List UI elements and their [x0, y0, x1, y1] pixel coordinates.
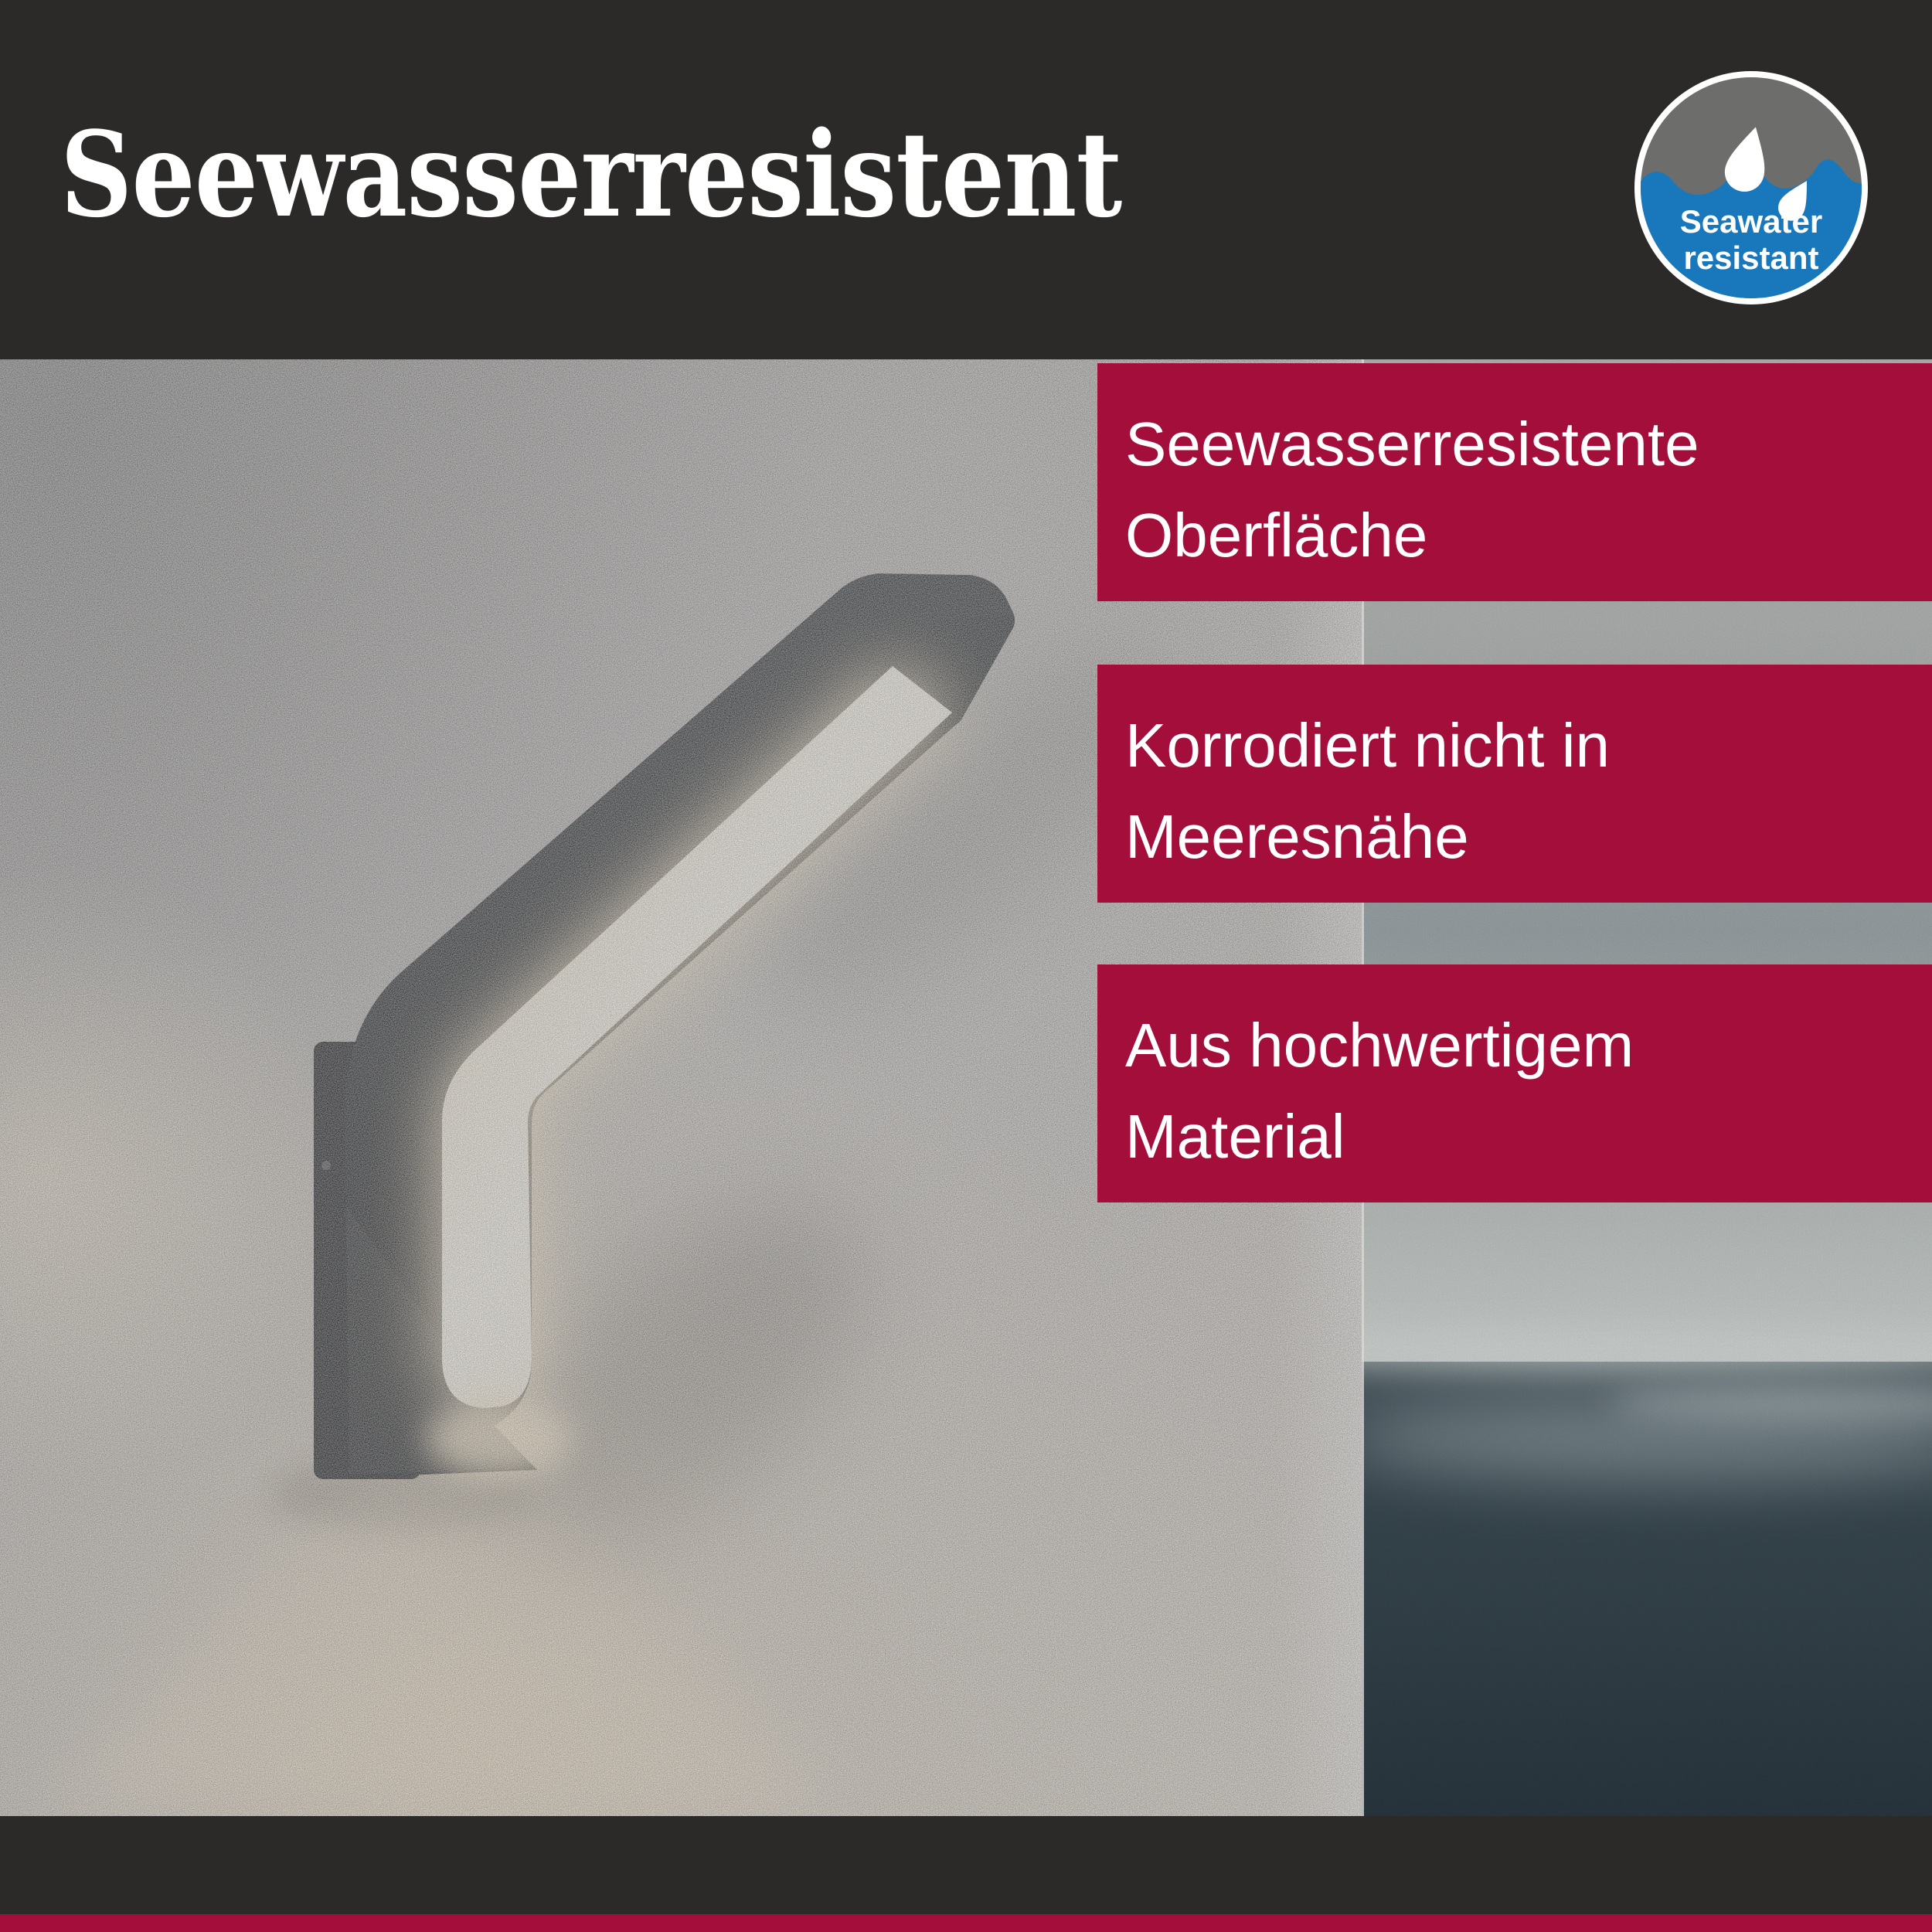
badge-label-line2: resistant	[1683, 240, 1819, 276]
benefit-banner-corrosion	[1097, 665, 1932, 903]
benefit-text-line: Aus hochwertigem	[1125, 1011, 1634, 1080]
badge-label-line1: Seawater	[1679, 203, 1823, 240]
benefit-text-line: Seewasserresistente	[1125, 410, 1699, 478]
footer-accent-strip	[0, 1914, 1932, 1932]
benefit-text-line: Material	[1125, 1102, 1345, 1171]
benefit-text-line: Korrodiert nicht in	[1125, 711, 1610, 780]
benefit-banner-surface	[1097, 363, 1932, 601]
benefit-text-line: Oberfläche	[1125, 501, 1428, 570]
benefit-text-line: Meeresnähe	[1125, 802, 1469, 871]
footer-bar	[0, 1816, 1932, 1914]
page-title: Seewasserresistent	[60, 105, 1122, 243]
seawater-resistant-badge	[1631, 68, 1871, 308]
benefit-banner-material	[1097, 964, 1932, 1202]
